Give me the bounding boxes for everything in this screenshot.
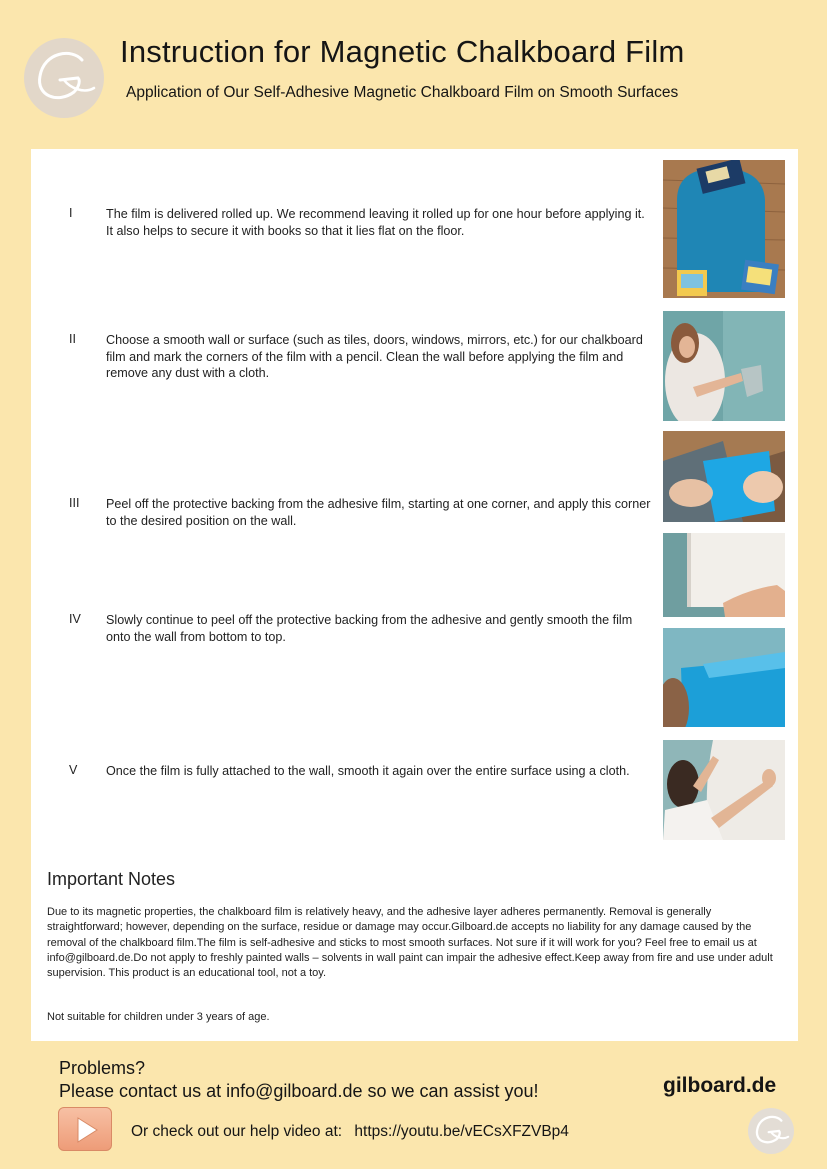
step-number: III xyxy=(69,496,80,510)
play-icon xyxy=(59,1108,113,1152)
notes-title: Important Notes xyxy=(47,869,176,889)
contact-line: Please contact us at info@gilboard.de so we can assist you! xyxy=(59,1081,539,1101)
step-number: I xyxy=(69,206,73,220)
video-link[interactable]: https://youtu.be/vECsXFZVBp4 xyxy=(354,1123,569,1140)
step-text: The film is delivered rolled up. We recommend leaving it rolled up for one hour before applying it. It also helps to secure it with books so that it lies flat on the floor. xyxy=(106,207,645,238)
photo-cleaning-wall xyxy=(663,311,785,421)
step-text: Once the film is fully attached to the wall, smooth it again over the entire surface using a cloth. xyxy=(106,764,630,778)
page-subtitle: Application of Our Self-Adhesive Magnetic Chalkboard Film on Smooth Surfaces xyxy=(126,84,679,101)
step-text: Slowly continue to peel off the protective backing from the adhesive and gently smooth the film onto the wall from bottom to top. xyxy=(106,613,633,644)
instruction-card xyxy=(31,149,798,1041)
photo-peeling-corner xyxy=(663,431,785,522)
gilboard-logo-icon xyxy=(748,1108,794,1154)
notes-body: Due to its magnetic properties, the chalkboard film is relatively heavy, and the adhesive layer adheres permanently. Removal is generally straightforward; however, depending on the surface, residue or damage may occur.Gilboard.de accepts no liability for any damage caused by the removal of the chalkboard film.The film is self-adhesive and sticks to most smooth surfaces. Not sure if it will work for you? Feel free to email us at info@gilboard.de.Do not apply to freshly painted walls – solvents in wall paint can impair the adhesive effect.Keep away from fire and use under adult supervision. This product is an educational tool, not a toy. xyxy=(47,906,773,980)
gilboard-logo-icon xyxy=(24,38,104,118)
photo-applying-corner xyxy=(663,533,785,617)
page-title: Instruction for Magnetic Chalkboard Film xyxy=(120,34,685,69)
brand-name: gilboard.de xyxy=(663,1074,777,1097)
step-text: Peel off the protective backing from the adhesive film, starting at one corner, and apply this corner to the desired position on the wall. xyxy=(106,497,651,528)
video-line xyxy=(131,1123,577,1141)
step-number: V xyxy=(69,763,78,777)
step-number: IV xyxy=(69,612,81,626)
step-number: II xyxy=(69,332,76,346)
photo-smoothing-film xyxy=(663,628,785,727)
step-text: Choose a smooth wall or surface (such as tiles, doors, windows, mirrors, etc.) for our chalkboard film and mark the corners of the film with a pencil. Clean the wall before applying the film and remove any dust with a cloth. xyxy=(106,333,643,380)
photo-rolled-film xyxy=(663,160,785,298)
problems-heading: Problems? xyxy=(59,1058,146,1078)
photo-child-wall xyxy=(663,740,785,840)
contact-block xyxy=(59,1057,539,1103)
play-video-button[interactable] xyxy=(58,1107,112,1151)
video-label: Or check out our help video at: xyxy=(131,1123,343,1140)
notes-footer: Not suitable for children under 3 years of age. xyxy=(47,1011,270,1023)
